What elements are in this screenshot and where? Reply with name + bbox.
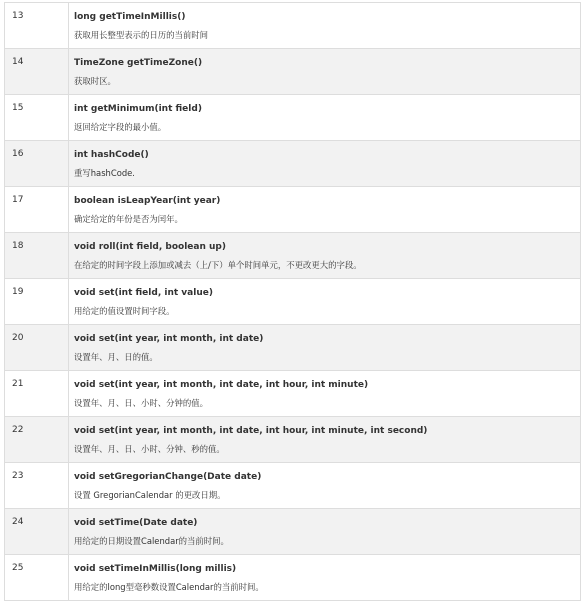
- method-signature: boolean isLeapYear(int year): [74, 196, 221, 206]
- method-cell: [69, 463, 581, 509]
- row-number: 22: [5, 417, 69, 463]
- method-signature: void set(int year, int month, int date): [74, 334, 264, 344]
- table-row: [5, 279, 581, 325]
- method-cell: [69, 279, 581, 325]
- method-signature: long getTimeInMillis(): [74, 12, 186, 22]
- method-cell: [69, 141, 581, 187]
- method-cell: [69, 371, 581, 417]
- table-row: [5, 141, 581, 187]
- method-signature: int hashCode(): [74, 150, 149, 160]
- method-description: 用给定的值设置时间字段。: [74, 306, 175, 316]
- method-signature: void set(int field, int value): [74, 288, 213, 298]
- table-row: [5, 3, 581, 49]
- table-row: [5, 95, 581, 141]
- table-row: [5, 417, 581, 463]
- table-row: [5, 49, 581, 95]
- table-row: [5, 233, 581, 279]
- row-number: 16: [5, 141, 69, 187]
- method-description: 设置 GregorianCalendar 的更改日期。: [74, 490, 226, 500]
- method-description: 返回给定字段的最小值。: [74, 122, 167, 132]
- method-cell: [69, 3, 581, 49]
- method-signature: int getMinimum(int field): [74, 104, 202, 114]
- method-description: 获取时区。: [74, 76, 116, 86]
- table-row: [5, 187, 581, 233]
- method-description: 在给定的时间字段上添加或减去（上/下）单个时间单元，不更改更大的字段。: [74, 260, 362, 270]
- method-signature: void set(int year, int month, int date, int hour, int minute): [74, 380, 369, 390]
- method-description: 设置年、月、日、小时、分钟的值。: [74, 398, 208, 408]
- method-cell: [69, 233, 581, 279]
- method-signature: void setTimeInMillis(long millis): [74, 564, 237, 574]
- row-number: 19: [5, 279, 69, 325]
- row-number: 15: [5, 95, 69, 141]
- row-number: 17: [5, 187, 69, 233]
- method-signature: void setTime(Date date): [74, 518, 198, 528]
- table-row: [5, 325, 581, 371]
- table-row: [5, 463, 581, 509]
- method-cell: [69, 187, 581, 233]
- method-description: 重写hashCode.: [74, 168, 135, 178]
- method-cell: [69, 555, 581, 601]
- row-number: 20: [5, 325, 69, 371]
- method-description: 获取用长整型表示的日历的当前时间: [74, 30, 208, 40]
- method-cell: [69, 509, 581, 555]
- row-number: 25: [5, 555, 69, 601]
- method-signature: void roll(int field, boolean up): [74, 242, 226, 252]
- method-cell: [69, 95, 581, 141]
- method-signature: void set(int year, int month, int date, int hour, int minute, int second): [74, 426, 428, 436]
- row-number: 24: [5, 509, 69, 555]
- table-row: [5, 371, 581, 417]
- row-number: 13: [5, 3, 69, 49]
- method-cell: [69, 325, 581, 371]
- method-cell: [69, 49, 581, 95]
- method-description: 设置年、月、日、小时、分钟、秒的值。: [74, 444, 225, 454]
- method-description: 确定给定的年份是否为闰年。: [74, 214, 183, 224]
- table-row: [5, 555, 581, 601]
- table-row: [5, 509, 581, 555]
- method-signature: TimeZone getTimeZone(): [74, 58, 203, 68]
- method-cell: [69, 417, 581, 463]
- method-description: 用给定的日期设置Calendar的当前时间。: [74, 536, 229, 546]
- row-number: 18: [5, 233, 69, 279]
- method-description: 用给定的long型毫秒数设置Calendar的当前时间。: [74, 582, 264, 592]
- row-number: 23: [5, 463, 69, 509]
- row-number: 14: [5, 49, 69, 95]
- method-description: 设置年、月、日的值。: [74, 352, 158, 362]
- row-number: 21: [5, 371, 69, 417]
- method-signature: void setGregorianChange(Date date): [74, 472, 262, 482]
- method-table: [4, 2, 581, 601]
